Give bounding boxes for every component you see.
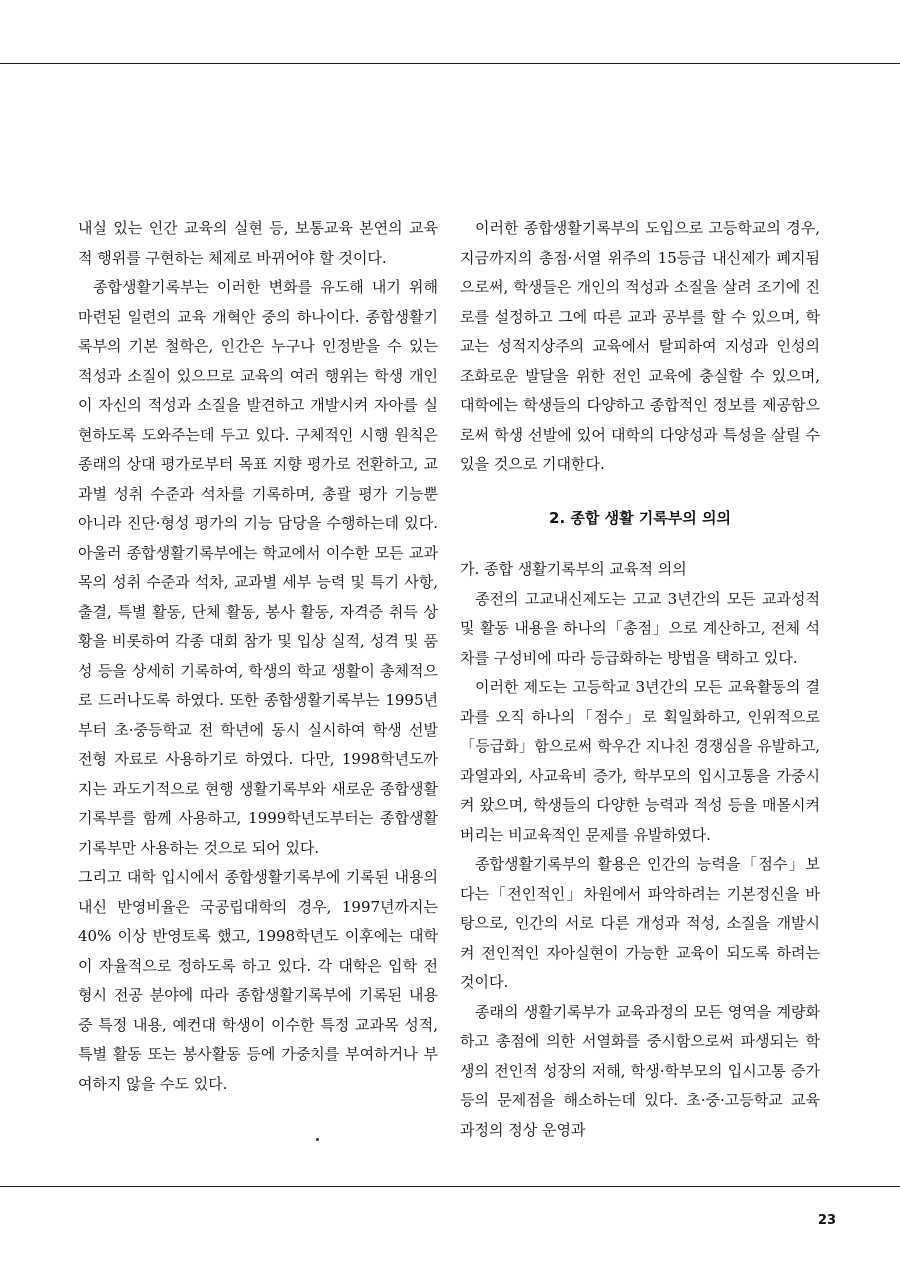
stray-dot	[316, 1138, 319, 1141]
left-column	[78, 214, 438, 1099]
right-column	[460, 214, 820, 1145]
top-rule	[0, 63, 900, 64]
section-title: 2. 종합 생활 기록부의 의의	[549, 508, 731, 527]
left-paragraph-2: 종합생활기록부는 이러한 변화를 유도해 내기 위해 마련된 일련의 교육 개혁안 중의 하나이다. 종합생활기록부의 기본 철학은, 인간은 누구나 인정받을 수 있는 적성과 소질이 있으므로 교육의 여러 행위는 학생 개인이 자신의 적성과 소질을 발견하고 개발시켜 자아를 실현하도록 도와주는데 두고 있다. 구체적인 시행 원칙은 종래의 상대 평가로부터 목표 지향 평가로 전환하고, 교과별 성취 수준과 석차를 기록하며, 총괄 평가 기능뿐 아니라 진단·형성 평가의 기능 담당을 수행하는데 있다. 아울러 종합생활기록부에는 학교에서 이수한 모든 교과목의 성취 수준과 석차, 교과별 세부 능력 및 특기 사항, 출결, 특별 활동, 단체 활동, 봉사 활동, 자격증 취득 상황을 비롯하여 각종 대회 참가 및 입상 실적, 성격 및 품성 등을 상세히 기록하여, 학생의 학교 생활이 총체적으로 드러나도록 하였다. 또한 종합생활기록부는 1995년부터 초·중등학교 전 학년에 동시 실시하여 학생 선발 전형 자료로 사용하기로 하였다. 다만, 1998학년도까지는 과도기적으로 현행 생활기록부와 새로운 종합생활기록부를 함께 사용하고, 1999학년도부터는 종합생활기록부만 사용하는 것으로 되어 있다.	[78, 278, 438, 857]
left-paragraph-1: 내실 있는 인간 교육의 실현 등, 보통교육 본연의 교육적 행위를 구현하는 체제로 바뀌어야 할 것이다.	[78, 219, 438, 267]
right-paragraph-1: 이러한 종합생활기록부의 도입으로 고등학교의 경우, 지금까지의 총점·서열 위주의 15등급 내신제가 폐지됨으로써, 학생들은 개인의 적성과 소질을 살려 조기에 진로를 설정하고 그에 따른 교과 공부를 할 수 있으며, 학교는 성적지상주의 교육에서 탈피하여 지성과 인성의 조화로운 발달을 위한 전인 교육에 충실할 수 있으며, 대학에는 학생들의 다양하고 종합적인 정보를 제공함으로써 학생 선발에 있어 대학의 다양성과 특성을 살릴 수 있을 것으로 기대한다.	[460, 219, 820, 473]
right-paragraph-5: 종래의 생활기록부가 교육과정의 모든 영역을 계량화하고 총점에 의한 서열화를 중시함으로써 파생되는 학생의 전인적 성장의 저해, 학생·학부모의 입시고통 증가 등의 문제점을 해소하는데 있다. 초·중·고등학교 교육 과정의 정상 운영과	[460, 1002, 820, 1139]
right-paragraph-3: 이러한 제도는 고등학교 3년간의 모든 교육활동의 결과를 오직 하나의「점수」로 획일화하고, 인위적으로「등급화」함으로써 학우간 지나친 경쟁심을 유발하고, 과열과외, 사교육비 증가, 학부모의 입시고통을 가중시켜 왔으며, 학생들의 다양한 능력과 적성 등을 매몰시켜 버리는 비교육적인 문제를 유발하였다.	[460, 678, 820, 844]
page-number: 23	[817, 1213, 836, 1228]
left-paragraph-3: 그리고 대학 입시에서 종합생활기록부에 기록된 내용의 내신 반영비율은 국공립대학의 경우, 1997년까지는 40% 이상 반영토록 했고, 1998학년도 이후에는 대학이 자율적으로 정하도록 하고 있다. 각 대학은 입학 전형시 전공 분야에 따라 종합생활기록부에 기록된 내용 중 특정 내용, 예컨대 학생이 이수한 특정 교과목 성적, 특별 활동 또는 봉사활동 등에 가중치를 부여하거나 부여하지 않을 수도 있다.	[78, 868, 438, 1093]
right-paragraph-2: 종전의 고교내신제도는 고교 3년간의 모든 교과성적 및 활동 내용을 하나의「총점」으로 계산하고, 전체 석차를 구성비에 따라 등급화하는 방법을 택하고 있다.	[460, 589, 820, 667]
right-paragraph-4: 종합생활기록부의 활용은 인간의 능력을「점수」보다는「전인적인」차원에서 파악하려는 기본정신을 바탕으로, 인간의 서로 다른 개성과 적성, 소질을 개발시켜 전인적인 자아실현이 가능한 교육이 되도록 하려는 것이다.	[460, 855, 820, 991]
bottom-rule	[0, 1186, 900, 1187]
subsection-title: 가. 종합 생활기록부의 교육적 의의	[460, 560, 687, 578]
